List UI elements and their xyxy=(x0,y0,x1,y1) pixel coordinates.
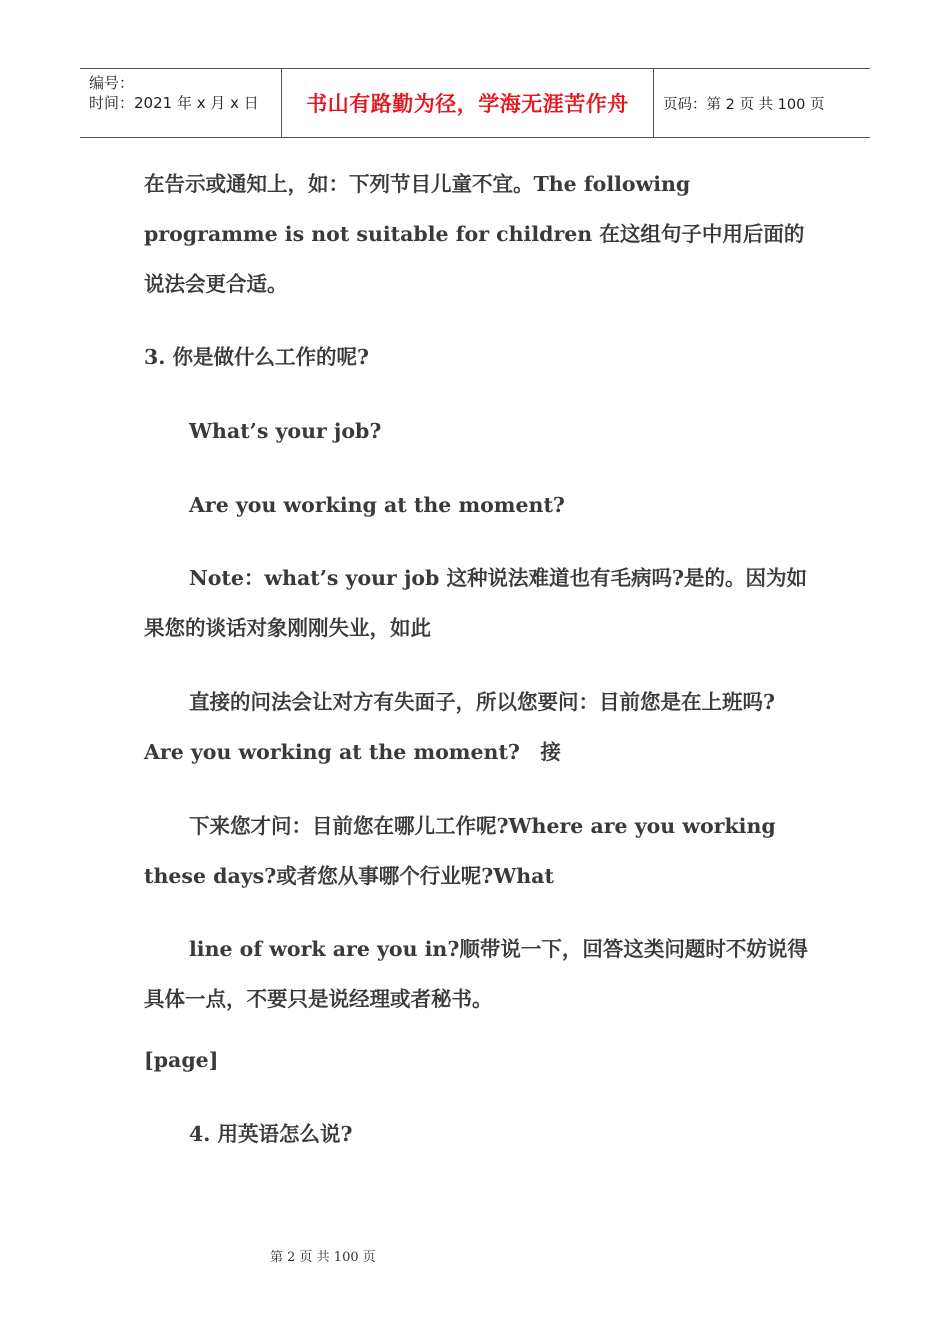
page-header xyxy=(80,68,870,138)
page-marker: [page] xyxy=(144,1048,219,1072)
page-footer: 第 2 页 共 100 页 xyxy=(270,1250,376,1265)
header-meta xyxy=(80,69,281,137)
paragraph-notice: 在告示或通知上，如：下列节目儿童不宜。The following programme is not suitable for children 在这组句子中用后面的说法会更合适。 xyxy=(144,172,805,296)
paragraph-note: Note：what’s your job 这种说法难道也有毛病吗?是的。因为如果您的谈话对象刚刚失业，如此 xyxy=(144,566,808,640)
header-number-label: 编号： xyxy=(89,74,135,92)
paragraph-line-of-work: line of work are you in?顺带说一下，回答这类问题时不妨说得具体一点，不要只是说经理或者秘书。 xyxy=(144,937,808,1011)
heading-question-4: 4. 用英语怎么说? xyxy=(189,1122,353,1146)
example-whats-your-job: What’s your job? xyxy=(189,419,382,443)
header-time-label: 时间：2021 年 x 月 x 日 xyxy=(89,94,259,112)
header-page-info: 页码：第 2 页 共 100 页 xyxy=(663,96,825,113)
example-are-you-working: Are you working at the moment? xyxy=(189,493,565,517)
heading-question-3: 3. 你是做什么工作的呢? xyxy=(144,345,370,369)
paragraph-follow-up: 下来您才问：目前您在哪儿工作呢?Where are you working these days?或者您从事哪个行业呢?What xyxy=(144,814,776,888)
paragraph-direct-question: 直接的问法会让对方有失面子，所以您要问：目前您是在上班吗?Are you working at the moment? 接 xyxy=(144,690,776,764)
header-motto: 书山有路勤为径，学海无涯苦作舟 xyxy=(281,69,654,137)
